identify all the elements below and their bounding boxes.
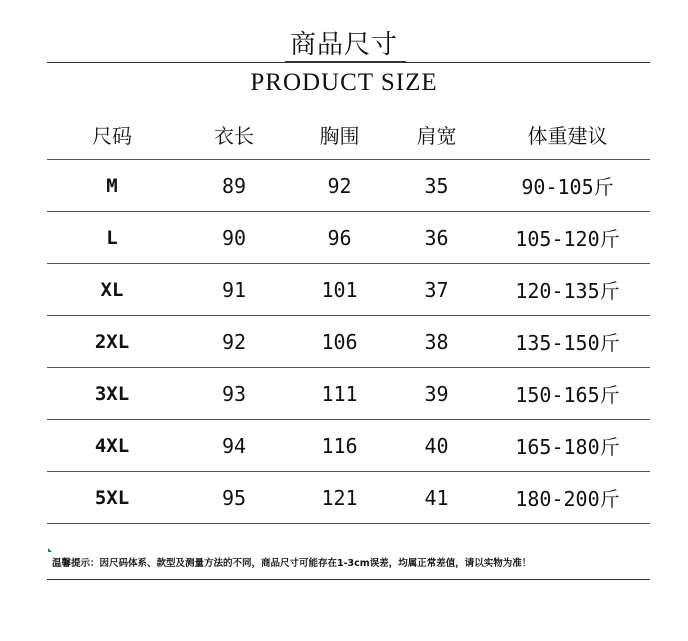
cell-shoulder: 40 (388, 420, 485, 472)
cell-chest: 106 (291, 316, 388, 368)
cell-chest: 96 (291, 212, 388, 264)
cell-size: XL (47, 264, 177, 316)
cell-chest: 121 (291, 472, 388, 524)
cell-size: 4XL (47, 420, 177, 472)
top-divider (47, 62, 650, 63)
table-row (47, 420, 650, 472)
table-row (47, 264, 650, 316)
cell-weight: 120-135斤 (485, 264, 650, 316)
table-header-row (47, 110, 650, 160)
cell-length: 92 (177, 316, 291, 368)
cell-weight: 90-105斤 (485, 160, 650, 212)
table-row (47, 160, 650, 212)
cell-shoulder: 41 (388, 472, 485, 524)
cell-shoulder: 37 (388, 264, 485, 316)
cell-shoulder: 39 (388, 368, 485, 420)
cell-weight: 165-180斤 (485, 420, 650, 472)
cell-size: M (47, 160, 177, 212)
cell-weight: 150-165斤 (485, 368, 650, 420)
cell-size: 5XL (47, 472, 177, 524)
cell-length: 90 (177, 212, 291, 264)
header-chest: 胸围 (291, 110, 388, 160)
cell-shoulder: 38 (388, 316, 485, 368)
header-length: 衣长 (177, 110, 291, 160)
header-size: 尺码 (47, 110, 177, 160)
page-subtitle: PRODUCT SIZE (250, 69, 438, 96)
header-weight: 体重建议 (485, 110, 650, 160)
cell-size: 3XL (47, 368, 177, 420)
table-row (47, 316, 650, 368)
corner-mark-icon (48, 548, 52, 552)
cell-size: L (47, 212, 177, 264)
cell-weight: 180-200斤 (485, 472, 650, 524)
cell-length: 91 (177, 264, 291, 316)
header-shoulder: 肩宽 (388, 110, 485, 160)
size-note: 温馨提示：因尺码体系、款型及测量方法的不同，商品尺寸可能存在1-3cm误差，均属正常差值，请以实物为准！ (52, 558, 532, 569)
cell-chest: 92 (291, 160, 388, 212)
cell-size: 2XL (47, 316, 177, 368)
cell-shoulder: 36 (388, 212, 485, 264)
cell-chest: 111 (291, 368, 388, 420)
table-row (47, 368, 650, 420)
cell-length: 95 (177, 472, 291, 524)
cell-chest: 101 (291, 264, 388, 316)
cell-length: 89 (177, 160, 291, 212)
bottom-divider (47, 579, 650, 580)
table-row (47, 472, 650, 524)
page-title: 商品尺寸 (289, 30, 398, 60)
size-table (47, 110, 650, 524)
cell-shoulder: 35 (388, 160, 485, 212)
cell-weight: 105-120斤 (485, 212, 650, 264)
cell-chest: 116 (291, 420, 388, 472)
cell-weight: 135-150斤 (485, 316, 650, 368)
cell-length: 94 (177, 420, 291, 472)
table-row (47, 212, 650, 264)
cell-length: 93 (177, 368, 291, 420)
